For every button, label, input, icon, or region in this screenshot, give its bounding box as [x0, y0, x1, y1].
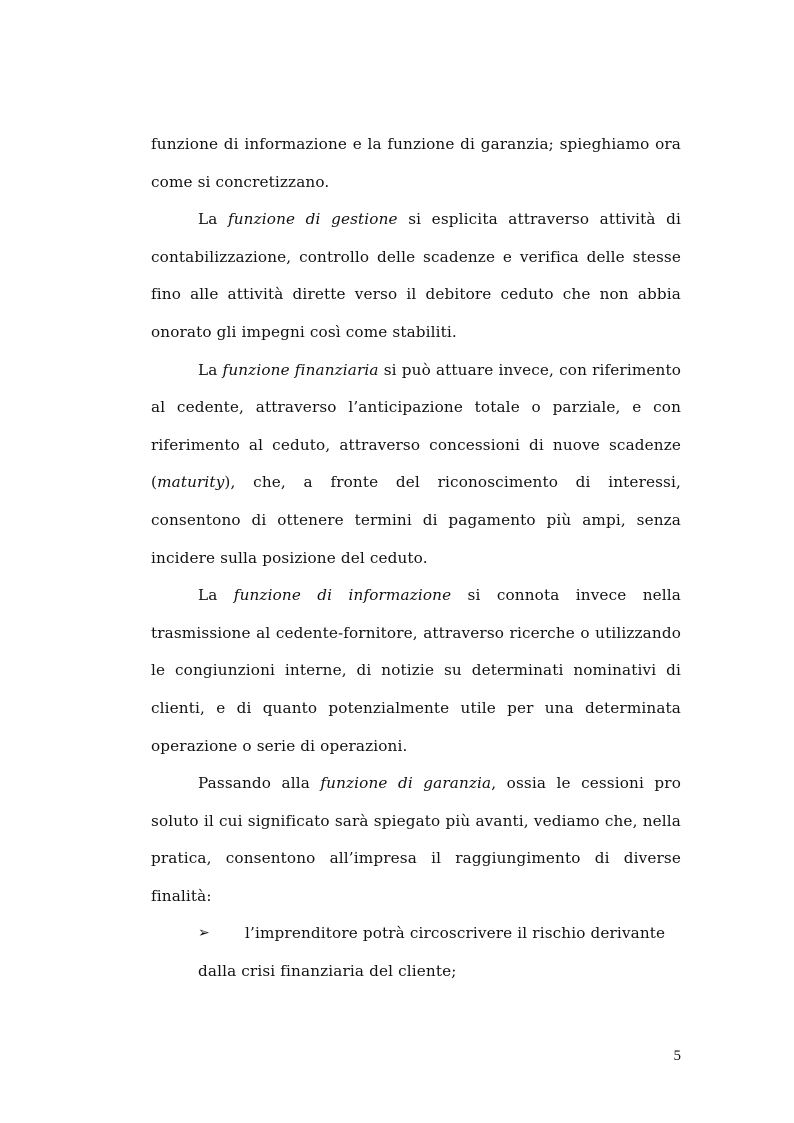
text-run: , ossia le cessioni pro soluto il cui significato sarà spiegato più avanti, vediamo che, nella pratica, consentono all’impresa il raggiungimento di diverse finalità: [151, 774, 681, 905]
arrowhead-bullet-icon: ➢ [198, 925, 210, 942]
text-run: funzione di informazione e la funzione di garanzia; spieghiamo ora come si concretizzano. [151, 135, 681, 191]
italic-term: funzione finanziaria [222, 360, 379, 379]
page-number: 5 [673, 1048, 681, 1064]
page-body [151, 126, 681, 991]
text-run: La [198, 210, 228, 229]
text-run: La [198, 360, 223, 379]
italic-term: maturity [157, 473, 225, 492]
text-run: ), che, a fronte del riconoscimento di interessi, consentono di ottenere termini di pagamento più ampi, senza incidere sulla posizione del ceduto. [151, 473, 681, 567]
paragraph [151, 765, 681, 915]
text-run: si esplicita attraverso attività di contabilizzazione, controllo delle scadenze e verifica delle stesse fino alle attività dirette verso il debitore ceduto che non abbia onorato gli impegni così come stabiliti. [151, 210, 681, 341]
list-item [151, 915, 681, 990]
paragraph [151, 126, 681, 201]
list-item-text-line1: l’imprenditore potrà circoscrivere il rischio derivante [245, 924, 666, 943]
text-run: Passando alla [198, 774, 321, 793]
text-run: si può attuare invece, con riferimento al cedente, attraverso l’anticipazione totale o parziale, e con riferimento al ceduto, attraverso concessioni di nuove scadenze ( [151, 360, 682, 492]
paragraph [151, 577, 681, 765]
list-item-text-line2: dalla crisi finanziaria del cliente; [198, 962, 457, 981]
paragraph [151, 352, 681, 578]
italic-term: funzione di informazione [233, 586, 452, 605]
italic-term: funzione di garanzia [320, 774, 492, 793]
paragraph [151, 201, 681, 351]
text-run: La [198, 586, 234, 605]
italic-term: funzione di gestione [227, 210, 398, 229]
body-text [151, 126, 681, 915]
text-run: si connota invece nella trasmissione al cedente-fornitore, attraverso ricerche o utilizzando le congiunzioni interne, di notizie su determinati nominativi di clienti, e di quanto potenzialmente utile per una determinata operazione o serie di operazioni. [151, 586, 681, 755]
